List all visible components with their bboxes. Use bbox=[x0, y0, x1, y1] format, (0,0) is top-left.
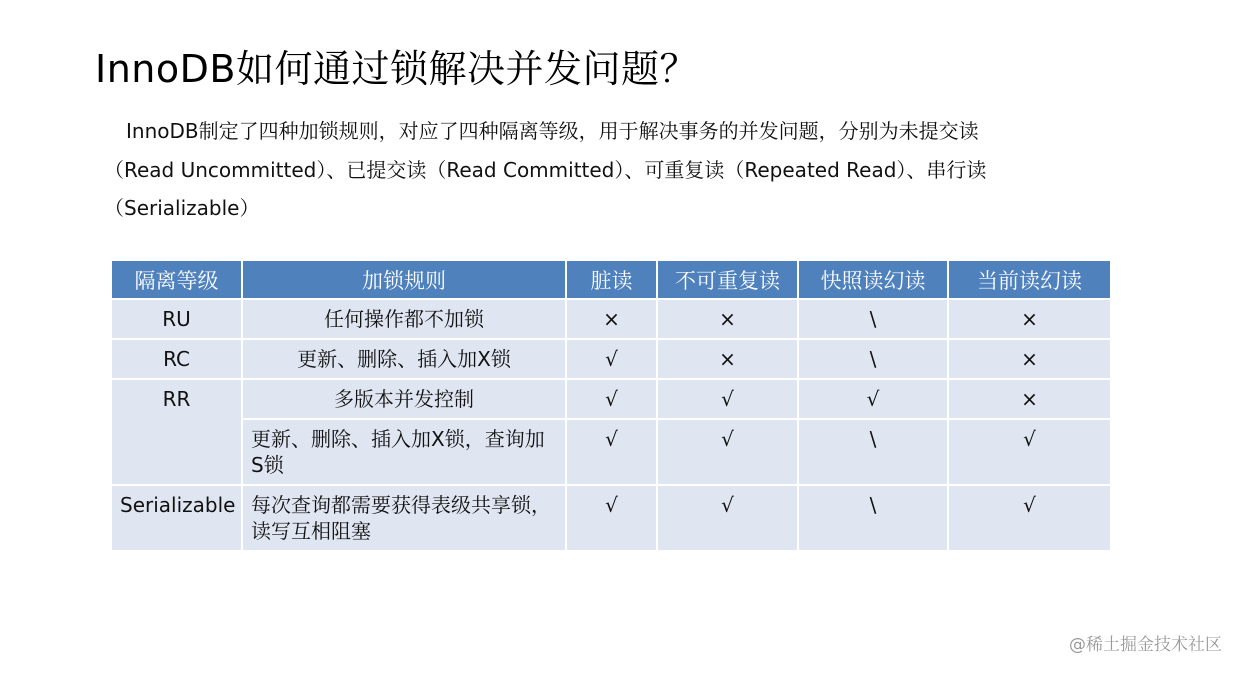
cell-snapshot-phantom: \ bbox=[798, 299, 948, 339]
intro-paragraph bbox=[104, 112, 1114, 228]
watermark-text: @稀土掘金技术社区 bbox=[1069, 635, 1222, 655]
cell-non-repeatable-read: √ bbox=[657, 379, 798, 419]
cell-level: RC bbox=[111, 339, 242, 379]
cell-dirty-read: × bbox=[566, 299, 657, 339]
cell-level: RR bbox=[111, 379, 242, 485]
cell-current-phantom: × bbox=[948, 299, 1111, 339]
header-lock-rule: 加锁规则 bbox=[242, 260, 566, 299]
cell-rule: 任何操作都不加锁 bbox=[242, 299, 566, 339]
cell-dirty-read: √ bbox=[566, 339, 657, 379]
slide-title: InnoDB如何通过锁解决并发问题？ bbox=[95, 47, 698, 91]
cell-current-phantom: × bbox=[948, 379, 1111, 419]
cell-snapshot-phantom: \ bbox=[798, 485, 948, 551]
cell-level: RU bbox=[111, 299, 242, 339]
table-row-rr-mvcc bbox=[111, 379, 1111, 419]
cell-current-phantom: √ bbox=[948, 419, 1111, 485]
cell-non-repeatable-read: √ bbox=[657, 419, 798, 485]
cell-level: Serializable bbox=[111, 485, 242, 551]
header-dirty-read: 脏读 bbox=[566, 260, 657, 299]
cell-rule: 更新、删除、插入加X锁 bbox=[242, 339, 566, 379]
cell-current-phantom: × bbox=[948, 339, 1111, 379]
cell-snapshot-phantom: \ bbox=[798, 339, 948, 379]
cell-dirty-read: √ bbox=[566, 485, 657, 551]
intro-line-3: （Serializable） bbox=[104, 196, 260, 220]
isolation-level-table bbox=[110, 259, 1112, 552]
cell-snapshot-phantom: √ bbox=[798, 379, 948, 419]
header-snapshot-phantom-read: 快照读幻读 bbox=[798, 260, 948, 299]
header-non-repeatable-read: 不可重复读 bbox=[657, 260, 798, 299]
cell-current-phantom: √ bbox=[948, 485, 1111, 551]
cell-dirty-read: √ bbox=[566, 379, 657, 419]
cell-snapshot-phantom: \ bbox=[798, 419, 948, 485]
table-row-ru bbox=[111, 299, 1111, 339]
intro-line-2: （Read Uncommitted）、已提交读（Read Committed）、可重复读（Repeated Read）、串行读 bbox=[104, 157, 987, 182]
header-current-phantom-read: 当前读幻读 bbox=[948, 260, 1111, 299]
cell-dirty-read: √ bbox=[566, 419, 657, 485]
table-row-rr-locking bbox=[111, 419, 1111, 485]
table-row-rc bbox=[111, 339, 1111, 379]
table-row-serializable bbox=[111, 485, 1111, 551]
header-isolation-level: 隔离等级 bbox=[111, 260, 242, 299]
cell-rule: 多版本并发控制 bbox=[242, 379, 566, 419]
intro-line-1: InnoDB制定了四种加锁规则，对应了四种隔离等级，用于解决事务的并发问题，分别为未提交读 bbox=[126, 119, 979, 143]
cell-rule: 每次查询都需要获得表级共享锁，读写互相阻塞 bbox=[242, 485, 566, 551]
table-header-row bbox=[111, 260, 1111, 299]
cell-non-repeatable-read: × bbox=[657, 299, 798, 339]
cell-non-repeatable-read: × bbox=[657, 339, 798, 379]
cell-non-repeatable-read: √ bbox=[657, 485, 798, 551]
cell-rule: 更新、删除、插入加X锁，查询加S锁 bbox=[242, 419, 566, 485]
